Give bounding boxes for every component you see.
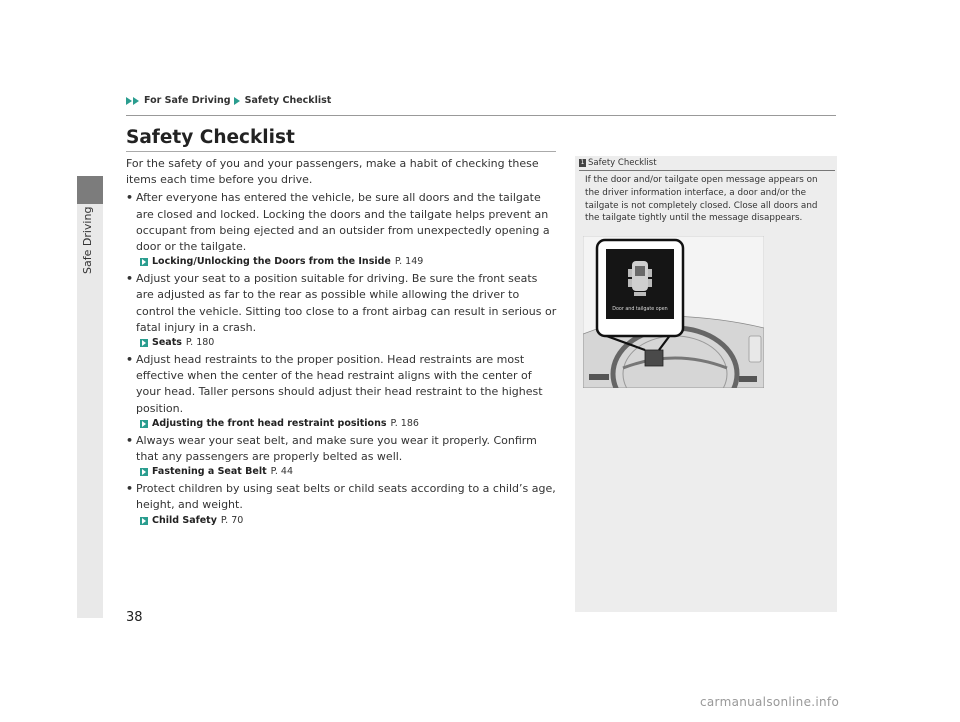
breadcrumb-arrow-icon — [234, 97, 240, 105]
link-arrow-icon — [140, 517, 148, 525]
list-item-text: Adjust your seat to a position suitable for driving. Be sure the front seats are adjusted as far to the rear as possible while allowing the driver to control the vehicle. Sitting too close to a front airbag can result in serious or fatal injury in a crash. — [136, 272, 557, 334]
side-note — [575, 156, 837, 612]
reference-page[interactable]: P. 149 — [394, 256, 424, 268]
dashboard-illustration — [583, 236, 764, 388]
intro-paragraph: For the safety of you and your passengers, make a habit of checking these items each time before you drive. — [126, 157, 539, 187]
bullet-icon: • — [126, 272, 134, 286]
cross-reference-link[interactable] — [140, 514, 558, 528]
link-arrow-icon — [140, 420, 148, 428]
reference-page[interactable]: P. 186 — [390, 417, 419, 429]
link-arrow-icon — [140, 339, 148, 347]
reference-page[interactable]: P. 70 — [220, 514, 244, 526]
breadcrumb — [126, 95, 331, 106]
list-item — [126, 433, 558, 465]
note-heading-text: Safety Checklist — [588, 158, 657, 168]
watermark: carmanualsonline.info — [700, 695, 840, 709]
breadcrumb-arrow-icon — [126, 97, 139, 105]
title-divider — [126, 151, 556, 152]
link-arrow-icon — [140, 258, 148, 266]
reference-page[interactable]: P. 44 — [270, 466, 294, 478]
main-content — [126, 156, 558, 529]
page-title: Safety Checklist — [126, 127, 295, 148]
breadcrumb-item[interactable]: For Safe Driving — [144, 95, 231, 106]
reference-title[interactable]: Adjusting the front head restraint positions — [152, 417, 387, 429]
list-item-text: Adjust head restraints to the proper position. Head restraints are most effective when the center of the head restraint aligns with the center of your head. Taller persons should adjust their head restraint to the highest position. — [136, 353, 543, 415]
list-item — [126, 271, 558, 336]
note-divider — [579, 170, 835, 171]
note-text: If the door and/or tailgate open message appears on the driver information interface, a door and/or the tailgate is not completely closed. Close all doors and the tailgate tightly until the message disappears. — [585, 175, 818, 224]
cross-reference-link[interactable] — [140, 417, 558, 431]
note-marker-icon: 1 — [580, 159, 585, 166]
reference-page[interactable]: P. 180 — [185, 337, 215, 349]
breadcrumb-item[interactable]: Safety Checklist — [244, 95, 332, 106]
header-divider — [126, 115, 836, 116]
cross-reference-link[interactable] — [140, 336, 558, 350]
list-item — [126, 190, 558, 255]
section-label: Safe Driving — [81, 206, 94, 274]
cross-reference-link[interactable] — [140, 255, 558, 269]
bullet-icon: • — [126, 433, 134, 447]
link-arrow-icon — [140, 468, 148, 476]
list-item — [126, 352, 558, 417]
reference-title[interactable]: Child Safety — [152, 514, 217, 526]
section-tab — [77, 176, 103, 204]
bullet-icon: • — [126, 482, 134, 496]
reference-title[interactable]: Locking/Unlocking the Doors from the Inside — [152, 256, 391, 268]
display-message: Door and tailgate open — [612, 307, 668, 312]
list-item — [126, 481, 558, 513]
reference-title[interactable]: Seats — [152, 337, 182, 349]
list-item-text: Always wear your seat belt, and make sure you wear it properly. Confirm that any passengers are properly belted as well. — [136, 433, 537, 464]
bullet-icon: • — [126, 191, 134, 205]
bullet-icon: • — [126, 353, 134, 367]
list-item-text: After everyone has entered the vehicle, be sure all doors and the tailgate are closed and locked. Locking the doors and the tailgate helps prevent an occupant from being ejected and an outsider from unexpectedly opening a door or the tailgate. — [136, 191, 550, 254]
reference-title[interactable]: Fastening a Seat Belt — [152, 466, 267, 478]
list-item-text: Protect children by using seat belts or child seats according to a child’s age, height, and weight. — [136, 482, 556, 512]
cross-reference-link[interactable] — [140, 465, 558, 479]
page-number: 38 — [126, 610, 143, 625]
note-heading — [579, 158, 657, 168]
